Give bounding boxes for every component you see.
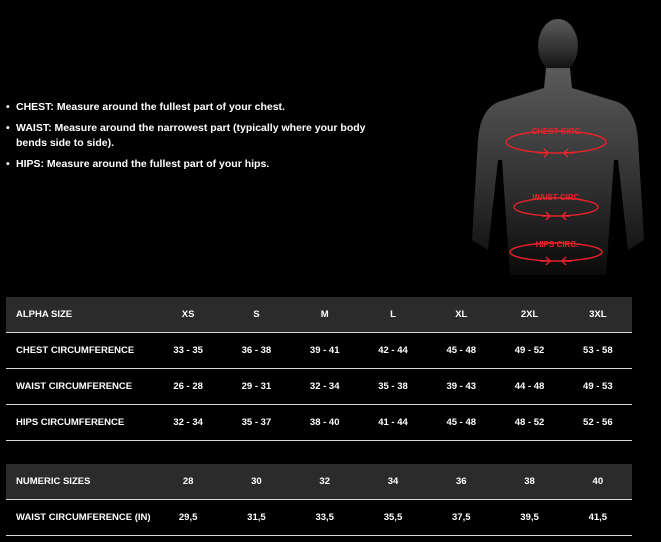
torso-silhouette-icon (468, 10, 648, 275)
header-cell: 40 (564, 464, 632, 500)
table-cell: 42 - 44 (359, 333, 427, 369)
table-row (6, 405, 632, 441)
table-cell: 45 - 48 (427, 333, 495, 369)
measurement-instructions (6, 100, 386, 178)
waist-circ-label: WAIST CIRC. (532, 193, 582, 202)
header-cell: NUMERIC SIZES (6, 464, 154, 500)
row-label: WAIST CIRCUMFERENCE (6, 369, 154, 405)
alpha-size-table (6, 297, 632, 441)
instruction-label: WAIST: (16, 122, 52, 134)
hips-circ-label: HIPS CIRC. (535, 240, 579, 249)
table-row (6, 333, 632, 369)
header-cell: M (291, 297, 359, 333)
row-label: HIPS CIRCUMFERENCE (6, 405, 154, 441)
table-cell: 35 - 38 (359, 369, 427, 405)
table-cell: 48 - 52 (495, 405, 563, 441)
table-cell: 53 - 58 (564, 333, 632, 369)
header-cell: 32 (291, 464, 359, 500)
table-cell: 39 - 41 (291, 333, 359, 369)
instruction-hips (6, 157, 386, 172)
table-row (6, 369, 632, 405)
row-label: WAIST CIRCUMFERENCE (IN) (6, 500, 154, 536)
table-cell: 36 - 38 (222, 333, 290, 369)
table-cell: 41,5 (564, 500, 632, 536)
header-cell: XL (427, 297, 495, 333)
table-cell: 52 - 56 (564, 405, 632, 441)
instruction-label: HIPS: (16, 158, 45, 170)
table-cell: 32 - 34 (154, 405, 222, 441)
table-cell: 38 - 40 (291, 405, 359, 441)
table-cell: 39 - 43 (427, 369, 495, 405)
row-label: CHEST CIRCUMFERENCE (6, 333, 154, 369)
table-cell: 31,5 (222, 500, 290, 536)
header-cell: 3XL (564, 297, 632, 333)
header-cell: 30 (222, 464, 290, 500)
header-cell: 34 (359, 464, 427, 500)
header-cell: XS (154, 297, 222, 333)
table-header-row (6, 464, 632, 500)
table-cell: 26 - 28 (154, 369, 222, 405)
table-cell: 44 - 48 (495, 369, 563, 405)
table-cell: 29,5 (154, 500, 222, 536)
instruction-chest (6, 100, 386, 115)
instruction-label: CHEST: (16, 101, 54, 113)
table-cell: 29 - 31 (222, 369, 290, 405)
header-cell: 36 (427, 464, 495, 500)
table-cell: 45 - 48 (427, 405, 495, 441)
table-row (6, 500, 632, 536)
table-cell: 35 - 37 (222, 405, 290, 441)
table-cell: 49 - 52 (495, 333, 563, 369)
body-measurement-figure (468, 10, 648, 275)
instruction-waist (6, 121, 386, 151)
table-cell: 39,5 (495, 500, 563, 536)
table-cell: 37,5 (427, 500, 495, 536)
table-cell: 41 - 44 (359, 405, 427, 441)
header-cell: 2XL (495, 297, 563, 333)
instruction-text: Measure around the fullest part of your hips. (44, 158, 270, 170)
table-cell: 33 - 35 (154, 333, 222, 369)
header-cell: L (359, 297, 427, 333)
table-cell: 32 - 34 (291, 369, 359, 405)
numeric-size-table (6, 464, 632, 536)
instruction-text: Measure around the fullest part of your chest. (53, 101, 285, 113)
table-cell: 49 - 53 (564, 369, 632, 405)
instruction-text: Measure around the narrowest part (typically where your body bends side to side). (16, 122, 366, 149)
chest-circ-label: CHEST CIRC. (531, 127, 583, 136)
header-cell: 38 (495, 464, 563, 500)
header-cell: S (222, 297, 290, 333)
header-cell: ALPHA SIZE (6, 297, 154, 333)
table-cell: 33,5 (291, 500, 359, 536)
table-cell: 35,5 (359, 500, 427, 536)
table-header-row (6, 297, 632, 333)
header-cell: 28 (154, 464, 222, 500)
